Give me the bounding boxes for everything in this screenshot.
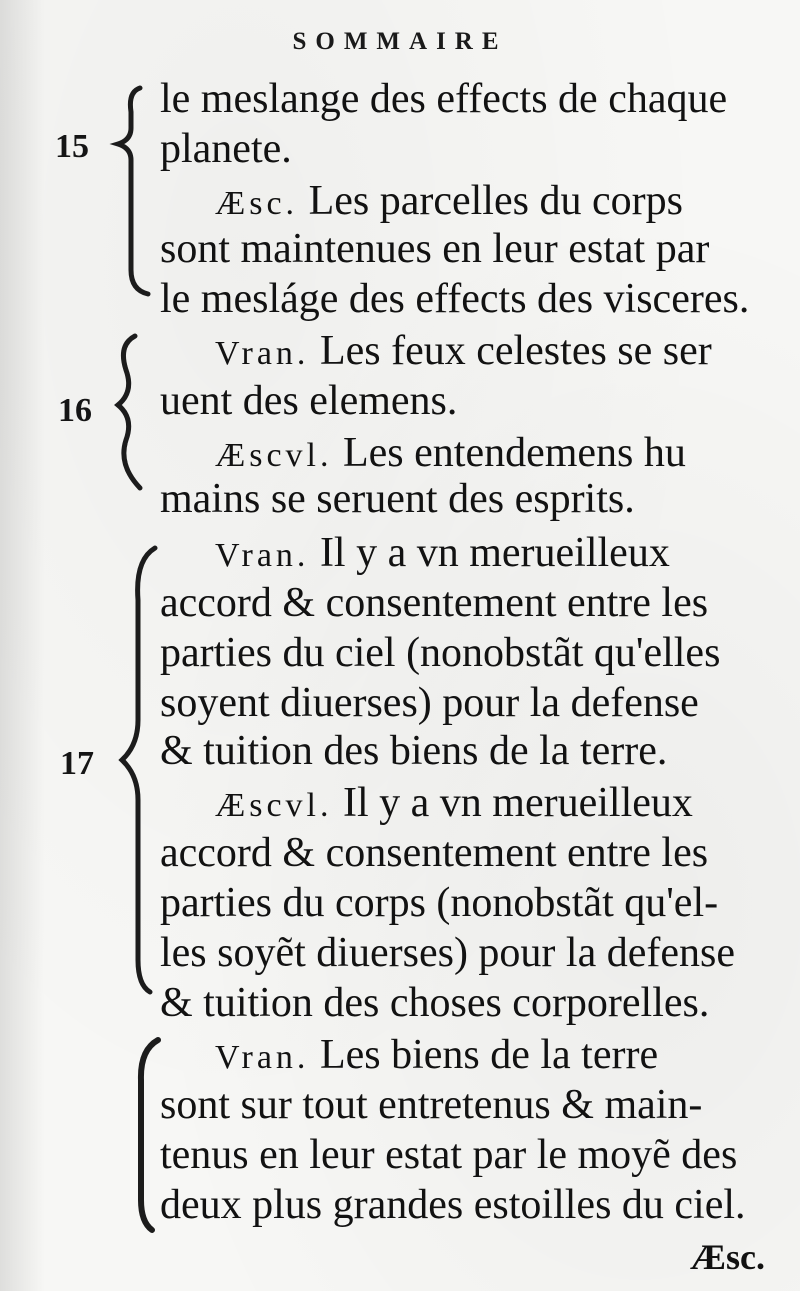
- section-number-15: 15: [55, 128, 89, 165]
- text-line-20: Vran. Les biens de la terre: [215, 1032, 659, 1078]
- text-line-23: deux plus grandes estoilles du ciel.: [160, 1182, 746, 1228]
- text-line-21: sont sur tout entretenus & main-: [160, 1082, 703, 1128]
- speaker-label: Vran.: [215, 537, 310, 574]
- text-line-9: mains se seruent des esprits.: [160, 476, 635, 522]
- text-line-6: Vran. Les feux celestes se ser: [215, 328, 712, 374]
- speaker-label: Æscvl.: [215, 437, 333, 474]
- brace-16: [118, 336, 140, 488]
- text-line-18: les soyẽt diuerses) pour la defense: [160, 930, 735, 976]
- text-line-11: accord & consentement entre les: [160, 580, 709, 626]
- text-line-16: accord & consentement entre les: [160, 830, 709, 876]
- section-number-16: 16: [58, 392, 92, 429]
- catchword: Æsc.: [690, 1237, 765, 1277]
- brace-17: [122, 548, 155, 992]
- section-number-17: 17: [60, 745, 94, 782]
- text-line-1: le meslange des effects de chaque: [160, 76, 728, 122]
- speaker-label: Æsc.: [215, 185, 299, 222]
- text-line-8: Æscvl. Les entendemens hu: [215, 430, 686, 476]
- text-line-2: planete.: [160, 126, 292, 172]
- text-line-7: uent des elemens.: [160, 378, 458, 424]
- text-line-15: Æscvl. Il y a vn merueilleux: [215, 780, 693, 826]
- text-line-22: tenus en leur estat par le moyẽ des: [160, 1132, 738, 1178]
- text-line-19: & tuition des choses corporelles.: [160, 980, 710, 1026]
- text-line-12: parties du ciel (nonobstãt qu'elles: [160, 630, 721, 676]
- speaker-label: Æscvl.: [215, 787, 333, 824]
- text-line-5: le mesláge des effects des visceres.: [160, 276, 750, 322]
- brace-15: [118, 88, 148, 294]
- speaker-label: Vran.: [215, 1039, 310, 1076]
- speaker-label: Vran.: [215, 335, 310, 372]
- brace-18: [141, 1040, 158, 1230]
- text-line-4: sont maintenues en leur estat par: [160, 226, 710, 272]
- text-line-10: Vran. Il y a vn merueilleux: [215, 530, 670, 576]
- text-line-13: soyent diuerses) pour la defense: [160, 680, 699, 726]
- running-head: SOMMAIRE: [292, 28, 508, 55]
- text-line-3: Æsc. Les parcelles du corps: [215, 178, 683, 224]
- text-line-14: & tuition des biens de la terre.: [160, 728, 668, 774]
- text-line-17: parties du corps (nonobstãt qu'el-: [160, 880, 719, 926]
